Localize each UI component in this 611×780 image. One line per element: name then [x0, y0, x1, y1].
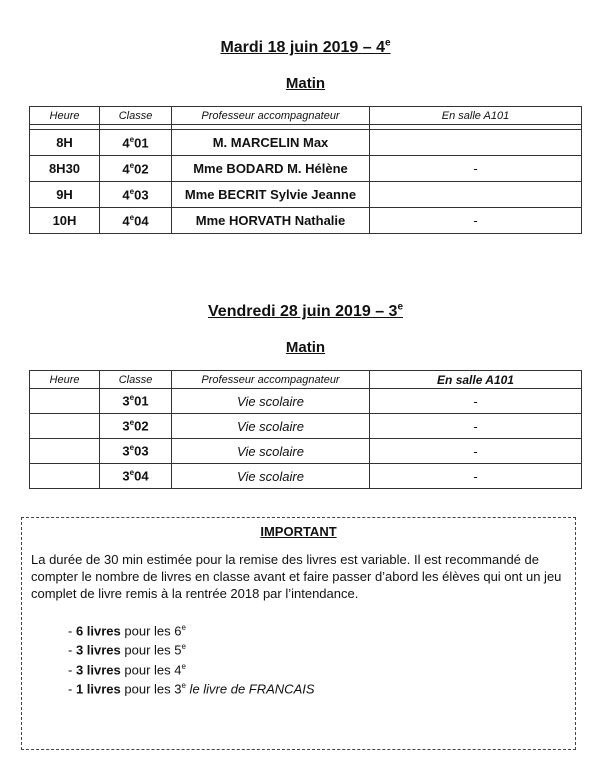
cell-prof: Mme HORVATH Nathalie: [172, 208, 370, 234]
cell-classe: 4e03: [100, 182, 172, 208]
cell-salle: [370, 182, 582, 208]
day1-session: Matin: [285, 75, 326, 92]
header-classe: Classe: [100, 371, 172, 389]
table-row: [30, 464, 582, 489]
table-header-row: [30, 371, 582, 389]
important-text: La durée de 30 min estimée pour la remise des livres est variable. Il est recommandé de compter le nombre de livres en classe avant et faire passer d’abord les élèves qui ont un jeu complet de livre remis à la rentrée 2018 par l’intendance.: [31, 552, 562, 601]
day2-title-text: Vendredi 28 juin 2019 – 3: [208, 303, 398, 321]
important-box: [21, 517, 576, 750]
cell-prof: Vie scolaire: [172, 389, 370, 414]
cell-prof: Vie scolaire: [172, 464, 370, 489]
cell-salle: -: [370, 389, 582, 414]
cell-heure: [30, 439, 100, 464]
table-row: [30, 414, 582, 439]
cell-classe: 4e02: [100, 156, 172, 182]
cell-prof: Vie scolaire: [172, 414, 370, 439]
cell-prof: Vie scolaire: [172, 439, 370, 464]
cell-heure: 10H: [30, 208, 100, 234]
table-header-row: [30, 107, 582, 125]
cell-heure: [30, 464, 100, 489]
cell-salle: -: [370, 464, 582, 489]
header-salle: En salle A101: [370, 107, 582, 125]
cell-salle: -: [370, 156, 582, 182]
cell-prof: Mme BECRIT Sylvie Jeanne: [172, 182, 370, 208]
cell-heure: [30, 389, 100, 414]
cell-classe: 4e01: [100, 130, 172, 156]
header-heure: Heure: [30, 107, 100, 125]
cell-heure: [30, 414, 100, 439]
cell-classe: 3e02: [100, 414, 172, 439]
day2-table: [29, 370, 582, 489]
cell-prof: M. MARCELIN Max: [172, 130, 370, 156]
important-list: [68, 620, 575, 697]
cell-salle: -: [370, 208, 582, 234]
table-row: [30, 389, 582, 414]
list-item: - 3 livres pour les 4e: [68, 661, 186, 677]
day2-session: Matin: [285, 339, 326, 356]
day1-title: [0, 38, 611, 57]
table-row: [30, 208, 582, 234]
table-row: [30, 182, 582, 208]
cell-heure: 9H: [30, 182, 100, 208]
cell-salle: -: [370, 439, 582, 464]
day1-title-sup: e: [384, 38, 391, 49]
table-row: [30, 439, 582, 464]
cell-classe: 3e04: [100, 464, 172, 489]
header-professeur: Professeur accompagnateur: [172, 371, 370, 389]
important-title: IMPORTANT: [260, 524, 337, 539]
table-row: [30, 130, 582, 156]
list-item: - 6 livres pour les 6e: [68, 623, 186, 639]
header-classe: Classe: [100, 107, 172, 125]
cell-salle: [370, 130, 582, 156]
cell-heure: 8H: [30, 130, 100, 156]
day2-title: [0, 302, 611, 321]
list-item: - 1 livres pour les 3e le livre de FRANCAIS: [68, 680, 315, 697]
cell-classe: 4e04: [100, 208, 172, 234]
cell-classe: 3e01: [100, 389, 172, 414]
list-item: - 3 livres pour les 5e: [68, 642, 186, 658]
cell-prof: Mme BODARD M. Hélène: [172, 156, 370, 182]
day1-title-text: Mardi 18 juin 2019 – 4: [220, 39, 385, 57]
header-heure: Heure: [30, 371, 100, 389]
cell-salle: -: [370, 414, 582, 439]
day1-table: [29, 106, 582, 234]
table-row: [30, 156, 582, 182]
header-professeur: Professeur accompagnateur: [172, 107, 370, 125]
cell-classe: 3e03: [100, 439, 172, 464]
day2-title-sup: e: [397, 302, 403, 313]
header-salle: En salle A101: [370, 371, 582, 389]
cell-heure: 8H30: [30, 156, 100, 182]
